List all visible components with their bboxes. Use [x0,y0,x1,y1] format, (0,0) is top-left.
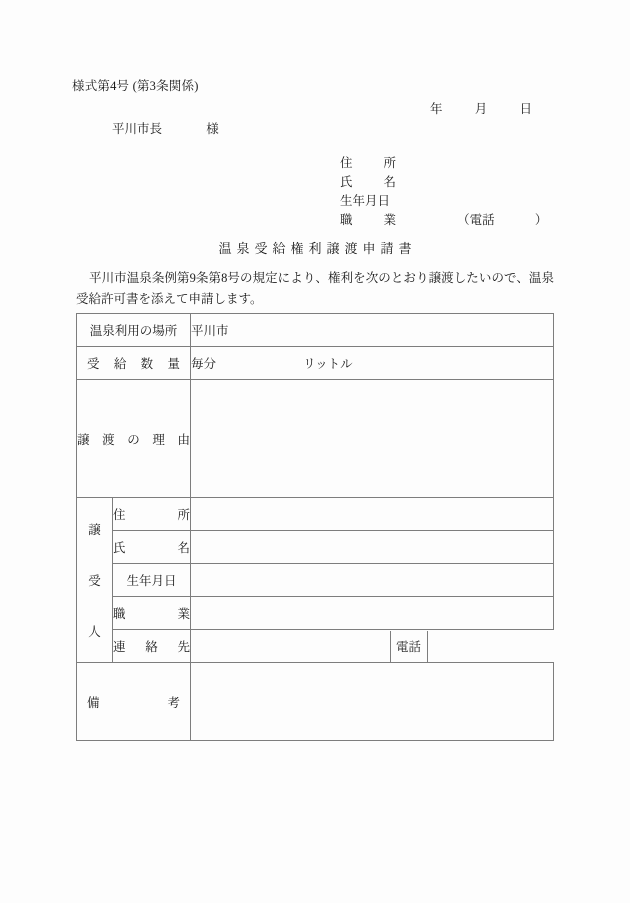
remarks-value[interactable] [191,663,554,741]
applicant-name-label: 氏名 [340,175,396,189]
date-month: 月 [474,102,488,116]
table-row-place [77,314,554,347]
applicant-phone-close: ） [534,213,548,227]
addressee-name: 平川市長 [112,122,163,136]
table-row-transferee-name [77,531,554,564]
applicant-occupation-label: 職業 [340,213,396,227]
form-code: 様式第4号 (第3条関係) [72,79,199,93]
date-day: 日 [519,102,533,116]
transferee-name-label-text: 氏名 [113,541,191,555]
transferee-contact-label [113,630,191,663]
quantity-prefix: 毎分 [191,357,217,371]
transferee-name-value[interactable] [191,531,554,564]
date-line [430,99,532,117]
applicant-phone-group [457,211,547,230]
transferee-char-3: 人 [88,624,101,639]
table-row-transferee-birth [77,564,554,597]
applicant-name-line [340,173,547,192]
applicant-block [340,154,547,230]
application-form-table [76,313,554,741]
applicant-address-label: 住所 [340,156,396,170]
applicant-occupation-line [340,211,547,230]
applicant-phone-open: （電話 [457,213,495,227]
table-row-reason [77,380,554,498]
applicant-address-line [340,154,547,173]
date-year: 年 [430,102,443,116]
transferee-occupation-label [113,597,191,630]
transferee-occupation-label-text: 職業 [113,607,191,621]
reason-label [77,380,191,498]
document-title: 温泉受給権利譲渡申請書 [218,241,417,256]
transferee-name-label [113,531,191,564]
transferee-occupation-value[interactable] [191,597,554,630]
transferee-vertical-label [77,498,113,663]
transferee-contact-value[interactable] [191,631,390,662]
transferee-address-label [113,498,191,531]
place-value[interactable]: 平川市 [191,314,554,347]
applicant-birth-line [340,192,547,211]
table-row-transferee-contact [77,630,554,663]
contact-inner-table [191,631,554,662]
reason-label-text: 譲渡の理由 [77,432,191,447]
applicant-birth-label: 生年月日 [340,194,391,208]
transferee-char-2: 受 [88,573,101,588]
transferee-contact-composite [191,630,554,663]
table-row-quantity [77,347,554,380]
remarks-label-text: 備考 [87,695,181,710]
reason-value[interactable] [191,380,554,498]
table-row-remarks [77,663,554,741]
table-row-transferee-occupation [77,597,554,630]
quantity-label-text: 受給数量 [87,357,181,371]
transferee-address-label-text: 住所 [113,508,191,522]
place-label: 温泉利用の場所 [77,314,191,347]
transferee-char-1: 譲 [88,523,101,538]
addressee-honorific: 様 [206,122,219,136]
transferee-contact-label-text: 連絡先 [113,640,191,654]
transferee-phone-value[interactable] [427,631,554,662]
table-row-transferee-address [77,498,554,531]
quantity-unit: リットル [303,357,353,371]
remarks-label [77,663,191,741]
addressee [112,119,219,137]
quantity-label [77,347,191,380]
transferee-phone-label: 電話 [390,631,427,662]
transferee-birth-value[interactable] [191,564,554,597]
transferee-address-value[interactable] [191,498,554,531]
transferee-birth-label: 生年月日 [113,564,191,597]
quantity-value[interactable] [191,347,554,380]
body-paragraph: 平川市温泉条例第9条第8号の規定により、権利を次のとおり譲渡したいので、温泉受給許可書を添えて申請します。 [76,271,554,306]
